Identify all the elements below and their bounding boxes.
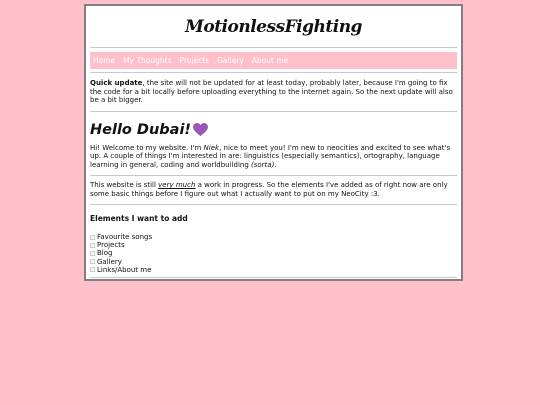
nav-link-gallery[interactable]: Gallery	[217, 56, 244, 65]
list-item	[90, 241, 457, 249]
list-item	[90, 233, 457, 241]
checkbox[interactable]	[90, 243, 95, 248]
author-name: Niek	[203, 143, 220, 152]
divider	[90, 175, 457, 176]
wip-text-cont: a work in progress. So the elements I've added as of right now are only some basic things before I figure out what I actually want to put on my NeoCity :3.	[90, 181, 448, 198]
nav-link-about-me[interactable]: About me	[251, 56, 289, 65]
greeting-text: Hello Dubai!	[90, 121, 192, 138]
divider	[90, 72, 457, 73]
nav-link-home[interactable]: Home	[93, 56, 116, 65]
intro-end: .	[274, 160, 277, 169]
update-notice	[90, 79, 457, 105]
list-item-label: Links/About me	[97, 265, 152, 274]
nav-bar	[90, 52, 457, 69]
greeting-heading	[90, 122, 457, 138]
site-title: MotionlessFighting	[185, 17, 362, 37]
wip-paragraph	[90, 181, 457, 198]
elements-checklist	[90, 233, 457, 274]
divider	[90, 111, 457, 112]
checkbox[interactable]	[90, 259, 95, 264]
list-item-label: Gallery	[97, 257, 122, 266]
divider	[90, 204, 457, 205]
list-item-label: Projects	[97, 241, 125, 250]
list-item-label: Blog	[97, 249, 113, 258]
intro-text: Hi! Welcome to my website. I'm	[90, 143, 204, 152]
list-item	[90, 249, 457, 257]
checkbox[interactable]	[90, 235, 95, 240]
update-label: Quick update	[90, 79, 143, 87]
elements-heading: Elements I want to add	[90, 214, 188, 223]
intro-aside: (sorta)	[251, 160, 275, 169]
main-container	[84, 4, 463, 281]
checkbox[interactable]	[90, 267, 95, 272]
purple-heart-icon	[193, 123, 208, 137]
nav-link-projects[interactable]: Projects	[179, 56, 210, 65]
divider	[90, 277, 457, 278]
wip-text: This website is still	[90, 181, 159, 189]
list-item	[90, 266, 457, 274]
intro-text-cont: , nice to meet you! I'm new to neocities and excited to see what's up. A couple of things I'm interested in are: linguistics (especially semantics), ortography, language learning in general, coding and worldbuilding	[90, 143, 451, 169]
nav-link-my-thoughts[interactable]: My Thoughts	[123, 56, 172, 65]
wip-emphasis: very much	[158, 181, 196, 189]
list-item	[90, 258, 457, 266]
checkbox[interactable]	[90, 251, 95, 256]
intro-paragraph	[90, 144, 457, 170]
list-item-label: Favourite songs	[97, 233, 153, 241]
update-text: , the site will not be updated for at least today, probably later, because I'm going to fix the code for a bit locally before uploading everything to the internet again. So the next update will also be a bit bigger.	[90, 79, 453, 104]
divider	[90, 47, 457, 48]
